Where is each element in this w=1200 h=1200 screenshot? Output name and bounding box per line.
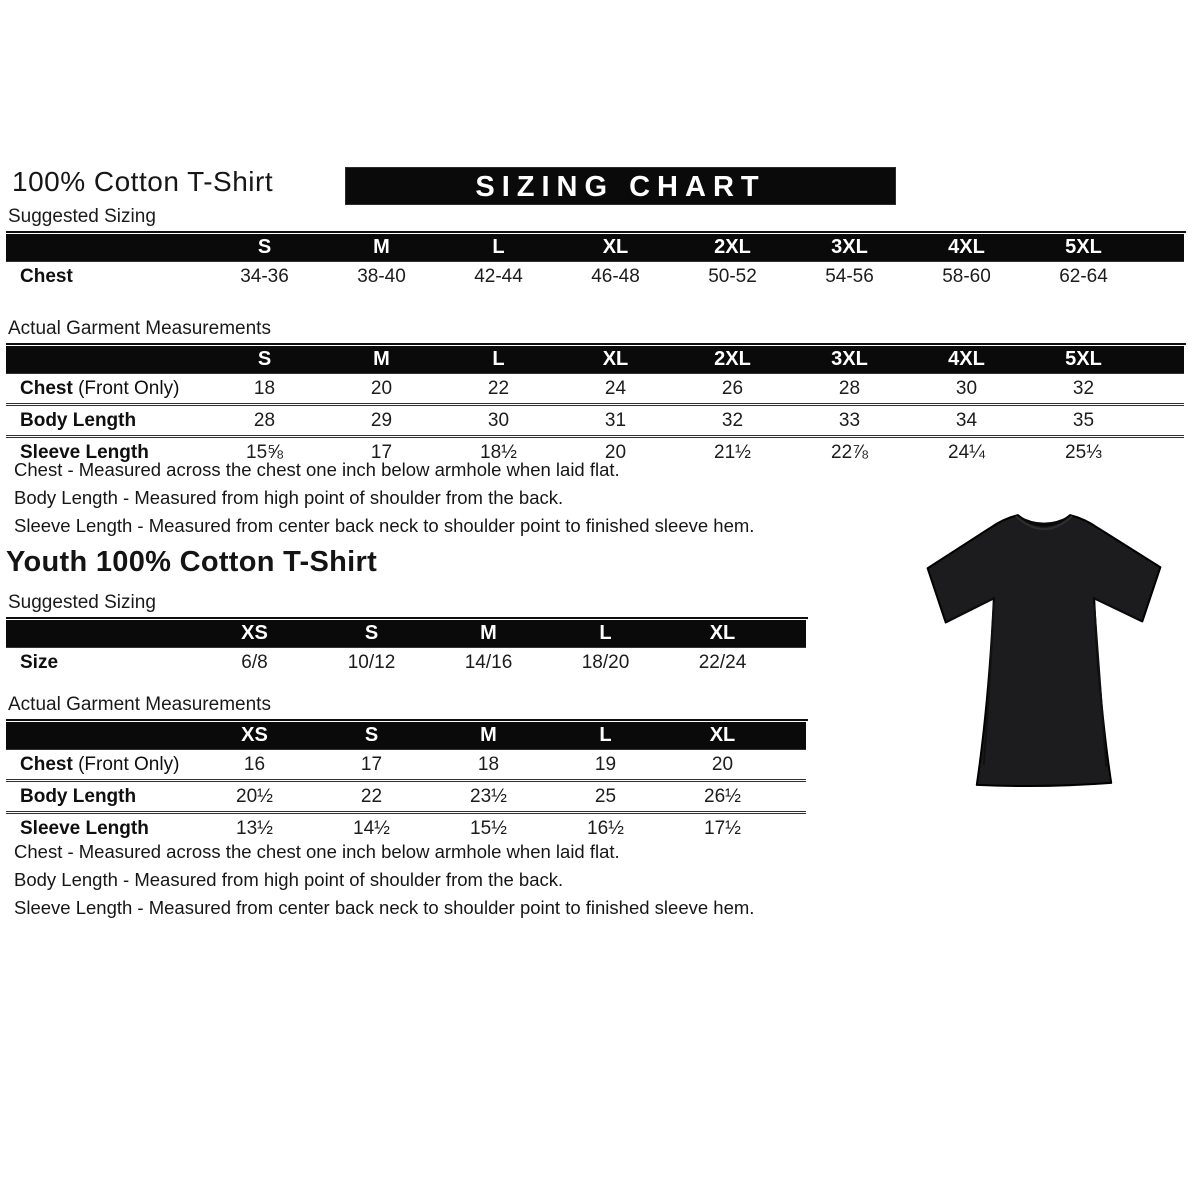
table-cell: 50-52 [708,265,757,287]
youth-suggested-section [6,592,808,677]
table-cell: 54-56 [825,265,874,287]
table-header-cell: XL [709,622,736,644]
table-cell: 14½ [353,817,390,839]
table-header-cell: L [492,348,505,370]
table-cell: 23½ [470,785,507,807]
table-header-cell: M [373,348,390,370]
table-header-row [6,620,806,648]
table-cell: 25 [594,785,617,807]
section-label-youth-suggested-sizing: Suggested Sizing [6,592,808,619]
table-cell: 33 [838,409,861,431]
youth-suggested-table [6,620,806,677]
table-cell: 26½ [704,785,741,807]
table-cell: 28 [838,377,861,399]
table-cell: 22 [360,785,383,807]
youth-title: Youth 100% Cotton T-Shirt [6,546,378,578]
table-header-cell: XS [241,724,268,746]
table-cell: 26 [721,377,744,399]
table-header-cell: M [373,236,390,258]
table-cell: 31 [604,409,627,431]
section-label-garment-measurements: Actual Garment Measurements [6,318,1186,345]
row-label [6,378,206,400]
table-cell: 20 [604,441,627,463]
table-cell: 62-64 [1059,265,1108,287]
youth-measurements-section [6,694,808,843]
table-cell: 18½ [480,441,517,463]
adult-measurements-table [6,346,1184,467]
table-row [6,262,1184,291]
table-cell: 32 [1072,377,1095,399]
table-header-cell: M [480,622,497,644]
table-cell: 24 [604,377,627,399]
row-label-suffix: (Front Only) [72,377,180,399]
table-cell: 15⅝ [246,441,283,463]
table-cell: 34-36 [240,265,289,287]
table-cell: 10/12 [347,651,396,673]
table-cell: 35 [1072,409,1095,431]
tshirt-graphic [893,484,1195,810]
table-header-row [6,346,1184,374]
row-label [6,652,196,674]
table-cell: 22⅞ [831,441,868,463]
table-cell: 24¼ [948,441,985,463]
adult-suggested-section [6,206,1186,291]
table-header-cell: S [364,622,379,644]
row-label-suffix: (Front Only) [72,753,180,775]
table-cell: 18 [253,377,276,399]
row-label-main: Body Length [20,785,137,807]
table-header-cell: L [599,724,612,746]
table-header-cell: 2XL [714,348,751,370]
adult-suggested-table [6,234,1184,291]
table-cell: 17 [360,753,383,775]
tshirt-shape [928,515,1161,786]
table-cell: 32 [721,409,744,431]
table-cell: 20 [711,753,734,775]
table-header-cell: S [364,724,379,746]
table-cell: 58-60 [942,265,991,287]
table-cell: 46-48 [591,265,640,287]
table-header-cell: 4XL [948,236,985,258]
row-label-main: Body Length [20,409,137,431]
table-header-cell: 3XL [831,348,868,370]
row-label [6,786,196,808]
table-cell: 42-44 [474,265,523,287]
table-cell: 30 [955,377,978,399]
table-header-cell: 4XL [948,348,985,370]
table-header-cell: L [492,236,505,258]
section-label-suggested-sizing: Suggested Sizing [6,206,1186,233]
table-header-row [6,234,1184,262]
table-cell: 18 [477,753,500,775]
row-label [6,754,196,776]
table-row [6,648,806,677]
table-header-cell: L [599,622,612,644]
table-row [6,403,1184,435]
page-title: 100% Cotton T-Shirt [12,166,274,197]
row-label-main: Sleeve Length [20,441,149,463]
youth-notes [0,838,860,922]
table-cell: 14/16 [464,651,513,673]
table-row [6,750,806,779]
table-header-cell: 5XL [1065,236,1102,258]
table-cell: 20 [370,377,393,399]
table-header-cell: XS [241,622,268,644]
adult-measurements-section [6,318,1186,467]
table-cell: 13½ [236,817,273,839]
table-header-cell: XL [709,724,736,746]
note-line: Body Length - Measured from high point of shoulder from the back. [14,487,564,508]
table-cell: 19 [594,753,617,775]
row-label [6,818,196,840]
youth-measurements-table [6,722,806,843]
table-cell: 18/20 [581,651,630,673]
note-line: Sleeve Length - Measured from center back neck to shoulder point to finished sleeve hem. [14,897,755,918]
table-cell: 22/24 [698,651,747,673]
table-cell: 17 [370,441,393,463]
table-cell: 15½ [470,817,507,839]
table-cell: 30 [487,409,510,431]
table-header-cell: XL [602,236,629,258]
row-label-main: Chest [20,265,73,287]
table-header-cell: 3XL [831,236,868,258]
adult-notes [0,456,860,540]
table-cell: 38-40 [357,265,406,287]
section-label-youth-garment-measurements: Actual Garment Measurements [6,694,808,721]
table-cell: 25⅓ [1065,441,1102,463]
table-cell: 34 [955,409,978,431]
table-cell: 29 [370,409,393,431]
note-line: Body Length - Measured from high point of shoulder from the back. [14,869,564,890]
table-row [6,779,806,811]
note-line: Sleeve Length - Measured from center back neck to shoulder point to finished sleeve hem. [14,515,755,536]
row-label-main: Chest [20,753,73,775]
table-cell: 20½ [236,785,273,807]
row-label-main: Chest [20,377,73,399]
table-cell: 28 [253,409,276,431]
table-header-cell: S [257,348,272,370]
table-row [6,374,1184,403]
table-header-cell: M [480,724,497,746]
table-cell: 16½ [587,817,624,839]
note-line: Chest - Measured across the chest one inch below armhole when laid flat. [14,841,620,862]
table-header-cell: 2XL [714,236,751,258]
row-label-main: Size [20,651,59,673]
table-cell: 21½ [714,441,751,463]
table-cell: 22 [487,377,510,399]
table-header-cell: 5XL [1065,348,1102,370]
table-header-cell: S [257,236,272,258]
row-label-main: Sleeve Length [20,817,149,839]
row-label [6,410,206,432]
note-line: Chest - Measured across the chest one inch below armhole when laid flat. [14,459,620,480]
table-cell: 16 [243,753,266,775]
row-label [6,266,206,288]
table-cell: 6/8 [241,651,268,673]
sizing-chart-banner: SIZING CHART [345,167,896,205]
table-header-cell: XL [602,348,629,370]
table-cell: 17½ [704,817,741,839]
table-header-row [6,722,806,750]
tshirt-image [893,484,1195,810]
